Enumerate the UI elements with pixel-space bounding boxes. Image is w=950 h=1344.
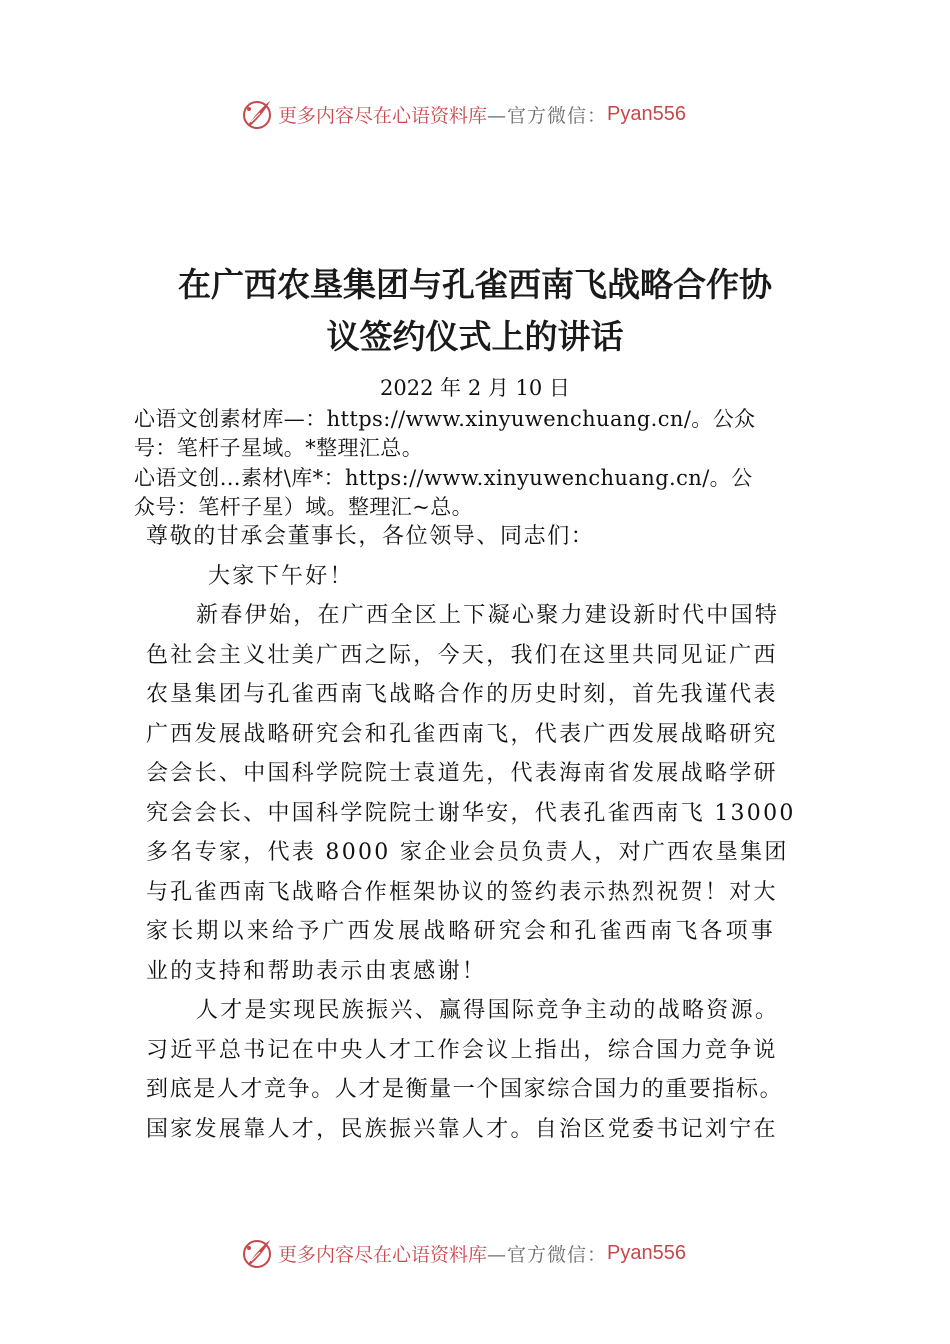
paragraph-line: 国家发展靠人才，民族振兴靠人才。自治区党委书记刘宁在 (146, 1117, 778, 1142)
header-banner (240, 96, 760, 132)
paragraph-line: 农垦集团与孔雀西南飞战略合作的历史时刻，首先我谨代表 (146, 682, 778, 707)
banner-wechat-label: —官方微信： (487, 1243, 608, 1266)
banner-title: 更多内容尽在心语资料库 (278, 104, 488, 127)
salutation: 尊敬的甘承会董事长，各位领导、同志们： (146, 524, 595, 549)
banner-title: 更多内容尽在心语资料库 (278, 1243, 488, 1266)
banner-wechat-id: Pyan556 (607, 1241, 686, 1264)
banner-wechat-label: —官方微信： (487, 104, 608, 127)
footer-banner (240, 1235, 760, 1271)
banner-wechat-id: Pyan556 (607, 102, 686, 125)
paragraph-line: 会会长、中国科学院院士袁道先，代表海南省发展战略学研 (146, 761, 778, 786)
source-line: 号：笔杆子星域。*整理汇总。 (134, 436, 424, 460)
paragraph-line: 多名专家，代表 8000 家企业会员负责人，对广西农垦集团 (146, 840, 789, 865)
quill-pen-logo-icon (240, 97, 274, 131)
quill-pen-logo-icon (240, 1236, 274, 1270)
paragraph-line: 广西发展战略研究会和孔雀西南飞，代表广西发展战略研究 (146, 722, 778, 747)
paragraph-line: 到底是人才竞争。人才是衡量一个国家综合国力的重要指标。 (146, 1077, 784, 1102)
document-title-line2: 议签约仪式上的讲话 (326, 317, 624, 356)
paragraph-line: 家长期以来给予广西发展战略研究会和孔雀西南飞各项事 (146, 919, 777, 944)
source-line: 众号：笔杆子星）域。整理汇~总。 (134, 495, 473, 519)
paragraph-line: 人才是实现民族振兴、赢得国际竞争主动的战略资源。 (196, 998, 780, 1023)
paragraph-line: 究会会长、中国科学院院士谢华安，代表孔雀西南飞 13000 (146, 801, 796, 826)
greeting: 大家下午好！ (208, 564, 354, 589)
paragraph-line: 色社会主义壮美广西之际，今天，我们在这里共同见证广西 (146, 643, 778, 668)
paragraph-line: 习近平总书记在中央人才工作会议上指出，综合国力竞争说 (146, 1038, 778, 1063)
source-line: 心语文创素材库—：https://www.xinyuwenchuang.cn/。公众 (134, 407, 756, 431)
paragraph-line: 与孔雀西南飞战略合作框架协议的签约表示热烈祝贺！对大 (146, 880, 778, 905)
paragraph-line: 业的支持和帮助表示由衷感谢！ (146, 959, 487, 984)
source-line: 心语文创…素材\库*：https://www.xinyuwenchuang.cn/。公 (134, 466, 753, 490)
document-date: 2022 年 2 月 10 日 (380, 376, 570, 400)
paragraph-line: 新春伊始，在广西全区上下凝心聚力建设新时代中国特 (196, 603, 780, 628)
document-title-line1: 在广西农垦集团与孔雀西南飞战略合作协 (178, 265, 772, 304)
